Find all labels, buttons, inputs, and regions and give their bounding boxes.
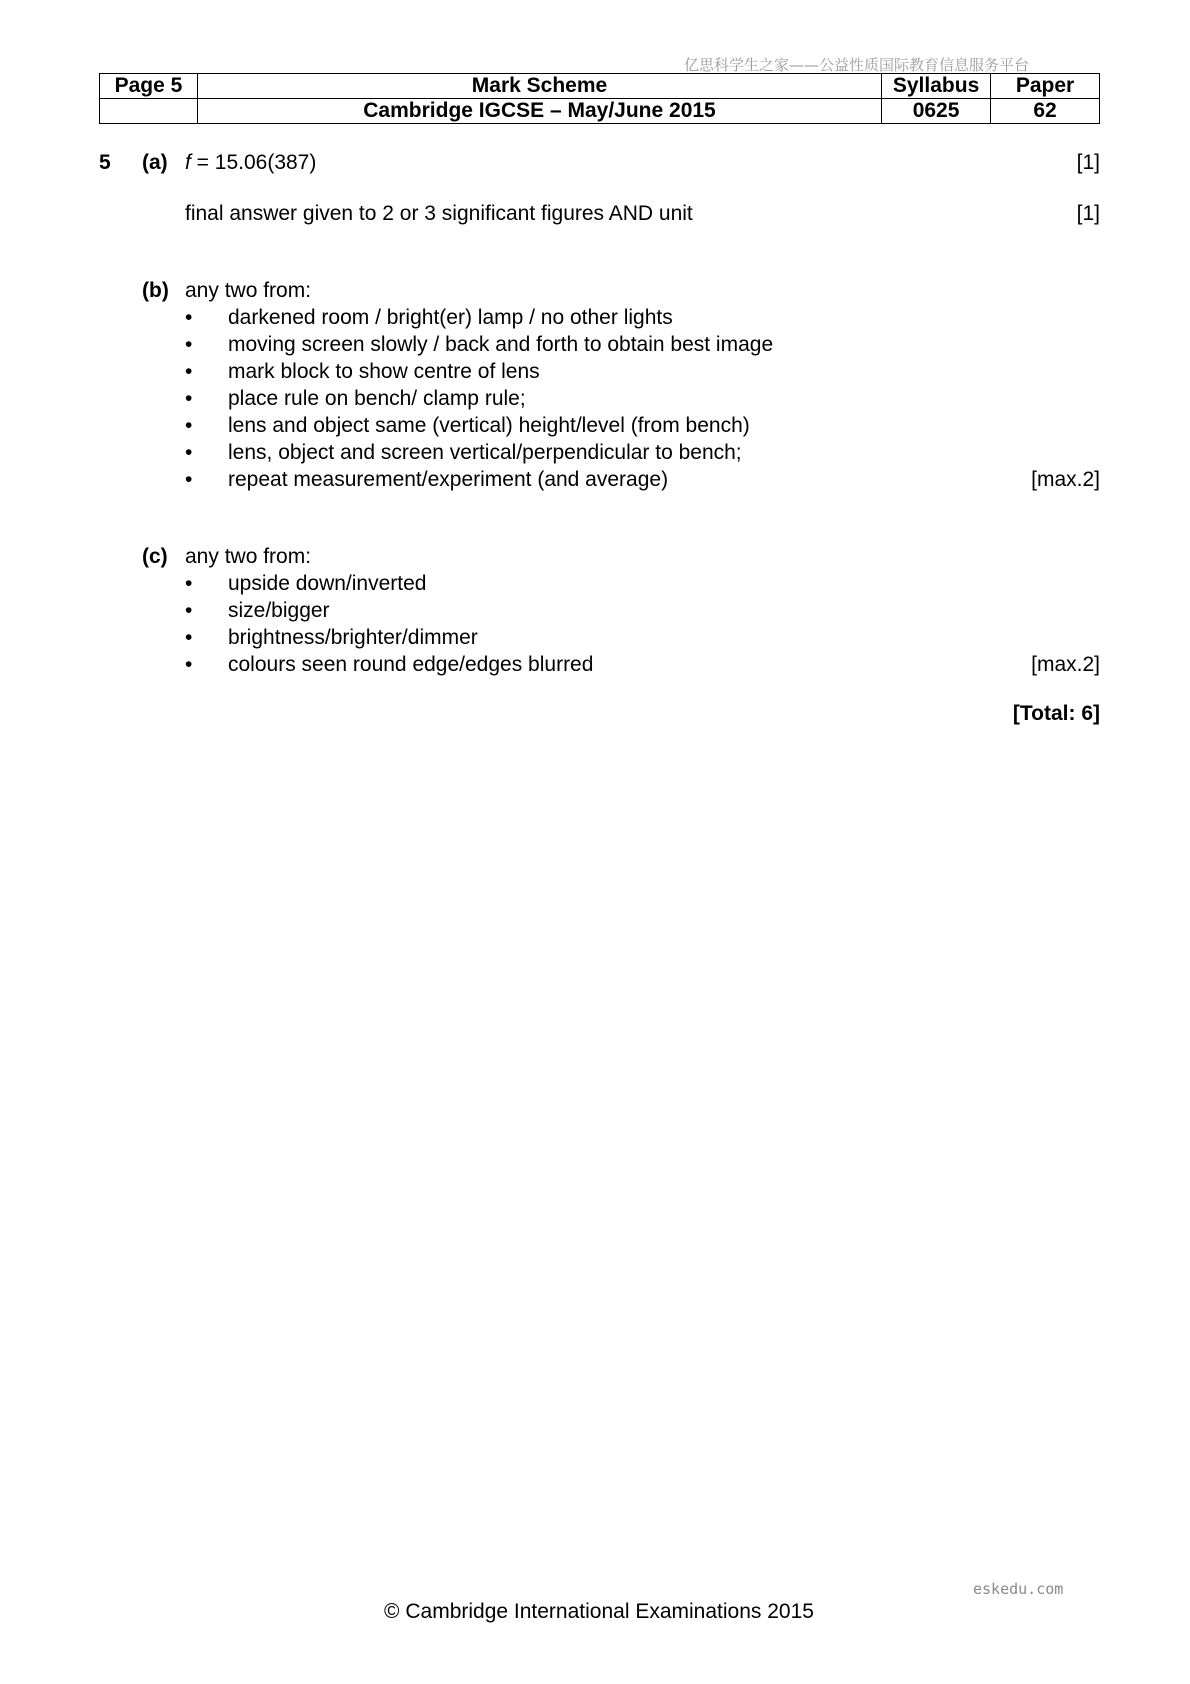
bottom-watermark: eskedu.com [973,1580,1064,1598]
bullet-icon: • [185,653,193,676]
bullet-icon: • [185,626,193,649]
doc-title: Mark Scheme [197,74,881,99]
paper-value: 62 [991,99,1100,124]
part-c-bullet: colours seen round edge/edges blurred [228,653,594,676]
part-b-label: (b) [142,279,169,302]
page-number: Page 5 [100,74,198,99]
syllabus-label: Syllabus [882,74,991,99]
paper-label: Paper [991,74,1100,99]
top-watermark: 亿思科学生之家——公益性质国际教育信息服务平台 [684,56,1030,74]
part-c-bullet: upside down/inverted [228,572,427,595]
part-b-bullet: repeat measurement/experiment (and average) [228,468,669,491]
part-b-bullet: moving screen slowly / back and forth to obtain best image [228,333,774,356]
part-a-label: (a) [142,151,168,174]
bullet-icon: • [185,441,193,464]
bullet-icon: • [185,387,193,410]
bullet-icon: • [185,599,193,622]
question-number: 5 [99,151,111,174]
bullet-icon: • [185,306,193,329]
doc-subtitle: Cambridge IGCSE – May/June 2015 [197,99,881,124]
bullet-icon: • [185,360,193,383]
answer-value: = 15.06(387) [190,151,317,174]
part-c-label: (c) [142,545,168,568]
empty-cell [100,99,198,124]
syllabus-value: 0625 [882,99,991,124]
bullet-icon: • [185,414,193,437]
part-a-mark-1: [1] [1076,151,1100,174]
part-a-answer [185,151,316,175]
bullet-icon: • [185,468,193,491]
part-c-bullet: brightness/brighter/dimmer [228,626,478,649]
part-a-line-2: final answer given to 2 or 3 significant figures AND unit [185,202,693,225]
total-marks: [Total: 6] [1012,702,1100,725]
part-b-bullet: lens, object and screen vertical/perpendicular to bench; [228,441,742,464]
part-b-bullet: lens and object same (vertical) height/level (from bench) [228,414,750,437]
bullet-icon: • [185,333,193,356]
part-c-intro: any two from: [185,545,312,568]
part-b-bullet: place rule on bench/ clamp rule; [228,387,526,410]
part-b-bullet: mark block to show centre of lens [228,360,540,383]
part-c-bullet: size/bigger [228,599,330,622]
variable-f: f [185,151,191,174]
header-table [99,73,1100,124]
part-b-mark: [max.2] [1031,468,1100,491]
part-b-bullet: darkened room / bright(er) lamp / no other lights [228,306,673,329]
part-a-mark-2: [1] [1076,202,1100,225]
copyright-footer: © Cambridge International Examinations 2015 [384,1600,814,1623]
bullet-icon: • [185,572,193,595]
part-c-mark: [max.2] [1031,653,1100,676]
part-b-intro: any two from: [185,279,312,302]
